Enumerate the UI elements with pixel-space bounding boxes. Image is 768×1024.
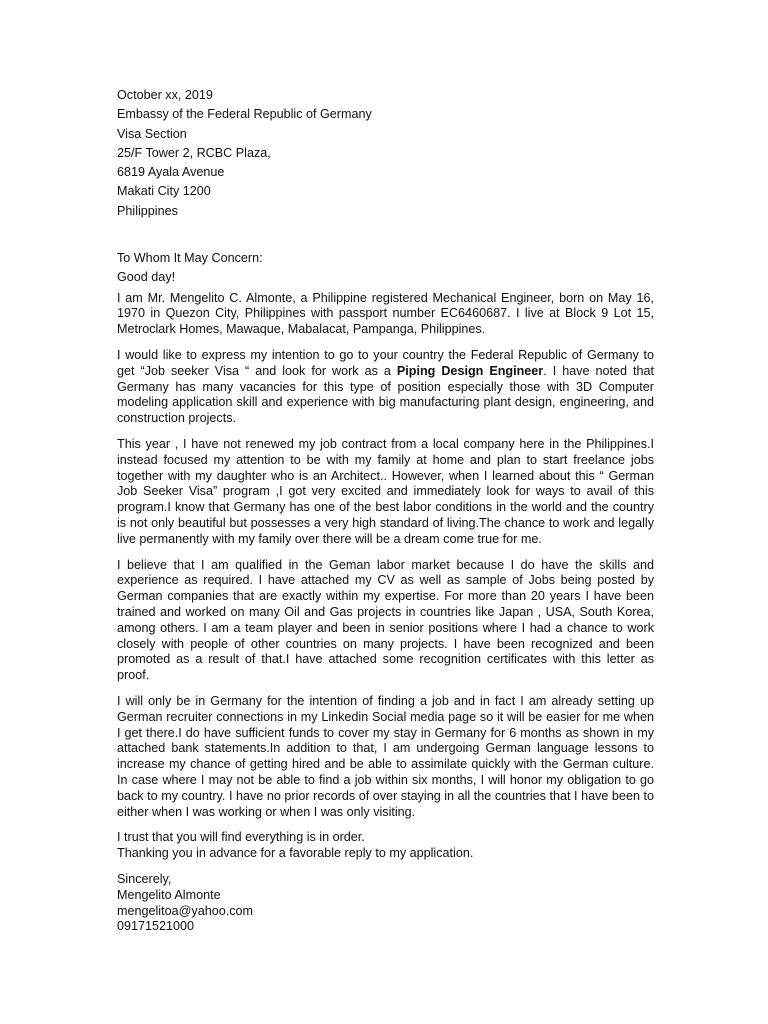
- letter-date: October xx, 2019: [117, 88, 213, 102]
- signoff: Sincerely,: [117, 871, 172, 886]
- salutation-block: [117, 249, 654, 288]
- signer-phone: 09171521000: [117, 919, 195, 934]
- address-line-6: Philippines: [117, 203, 178, 218]
- closing-block: [117, 830, 654, 862]
- header-block: [117, 86, 654, 221]
- paragraph-intention: [117, 348, 654, 427]
- address-line-2: Visa Section: [117, 126, 187, 141]
- signature-block: [117, 872, 654, 935]
- spacer: [117, 221, 654, 249]
- address-line-1: Embassy of the Federal Republic of Germany: [117, 107, 372, 122]
- closing-line-1: I trust that you will find everything is in order.: [117, 830, 365, 845]
- paragraph-intro: I am Mr. Mengelito C. Almonte, a Philippine registered Mechanical Engineer, born on May 16, 1970 in Quezon City, Philippines with passport number EC6460687. I live at Block 9 Lot 15, Metroclark Homes, Mawaque, Mabalacat, Pampanga, Philippines.: [117, 290, 654, 337]
- address-line-5: Makati City 1200: [117, 184, 211, 199]
- signer-email: mengelitoa@yahoo.com: [117, 903, 253, 918]
- job-title-emphasis: Piping Design Engineer: [396, 363, 544, 378]
- address-line-3: 25/F Tower 2, RCBC Plaza,: [117, 145, 271, 160]
- salutation: To Whom It May Concern:: [117, 251, 263, 266]
- address-line-4: 6819 Ayala Avenue: [117, 165, 225, 180]
- paragraph-background: This year , I have not renewed my job contract from a local company here in the Philippines.I instead focused my attention to be with my family at home and plan to start freelance jobs together with my daughter who is an Architect.. However, when I learned about this “ German Job Seeker Visa” program ,I got very excited and immediately look for ways to avail of this program.I know that Germany has one of the best labor conditions in the world and the country is not only beautiful but possesses a very high standard of living.The chance to work and legally live permanently with my family over there will be a dream come true for me.: [117, 437, 654, 546]
- paragraph-qualifications: I believe that I am qualified in the Geman labor market because I do have the skills and experience as required. I have attached my CV as well as sample of Jobs being posted by German companies that are exactly within my expertise. For more than 20 years I have been trained and worked on many Oil and Gas projects in countries like Japan , USA, South Korea, among others. I am a team player and been in senior positions where I had a chance to work closely with people of other countries on many projects. I have been recognized and been promoted as a result of that.I have attached some recognition certificates with this letter as proof.: [117, 557, 654, 683]
- paragraph-plans: I will only be in Germany for the intention of finding a job and in fact I am already setting up German recruiter connections in my Linkedin Social media page so it will be easier for me when I get there.I do have sufficient funds to cover my stay in Germany for 6 months as shown in my attached bank statements.In addition to that, I am undergoing German language lessons to increase my chance of getting hired and be able to assimilate quickly with the German culture. In case where I may not be able to find a job within six months, I will honor my obligation to go back to my country. I have no prior records of over staying in all the countries that I have been to either when I was working or when I was only visiting.: [117, 694, 654, 819]
- paragraph-intention-text-2: . I have noted that Germany has many vacancies for this type of position especially those with 3D Computer modeling application skill and experience with big manufacturing plant design, engineering, and construction projects.: [117, 363, 655, 426]
- greeting: Good day!: [117, 270, 176, 285]
- paragraph-intention-text-1: I would like to express my intention to go to your country the Federal Republic of Germany to get “Job seeker Visa “ and look for work as a: [117, 348, 654, 378]
- closing-line-2: Thanking you in advance for a favorable reply to my application.: [117, 846, 474, 861]
- signer-name: Mengelito Almonte: [117, 887, 221, 902]
